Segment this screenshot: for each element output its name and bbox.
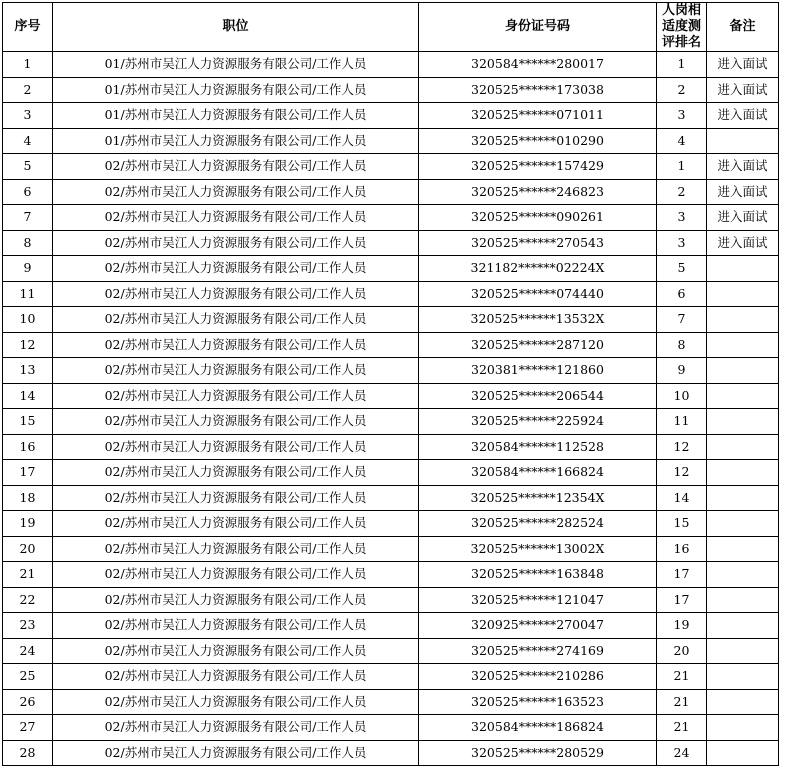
cell-rank: 10 [657, 383, 707, 409]
cell-seq: 16 [3, 434, 53, 460]
cell-seq: 13 [3, 358, 53, 384]
cell-rank: 2 [657, 77, 707, 103]
header-seq: 序号 [3, 3, 53, 52]
cell-id-number: 320584******280017 [419, 52, 657, 78]
cell-remark [707, 128, 779, 154]
cell-id-number: 320525******13002X [419, 536, 657, 562]
cell-id-number: 320381******121860 [419, 358, 657, 384]
cell-id-number: 320525******090261 [419, 205, 657, 231]
table-row [3, 307, 779, 333]
cell-remark [707, 460, 779, 486]
cell-remark [707, 281, 779, 307]
cell-position: 02/苏州市吴江人力资源服务有限公司/工作人员 [53, 383, 419, 409]
cell-seq: 1 [3, 52, 53, 78]
cell-position: 02/苏州市吴江人力资源服务有限公司/工作人员 [53, 230, 419, 256]
cell-id-number: 320525******274169 [419, 638, 657, 664]
cell-id-number: 320525******074440 [419, 281, 657, 307]
cell-position: 02/苏州市吴江人力资源服务有限公司/工作人员 [53, 307, 419, 333]
cell-remark [707, 409, 779, 435]
cell-seq: 20 [3, 536, 53, 562]
cell-position: 01/苏州市吴江人力资源服务有限公司/工作人员 [53, 128, 419, 154]
table-row [3, 511, 779, 537]
cell-rank: 1 [657, 154, 707, 180]
cell-position: 01/苏州市吴江人力资源服务有限公司/工作人员 [53, 77, 419, 103]
cell-position: 02/苏州市吴江人力资源服务有限公司/工作人员 [53, 740, 419, 766]
cell-seq: 28 [3, 740, 53, 766]
cell-id-number: 320525******071011 [419, 103, 657, 129]
table-row [3, 281, 779, 307]
cell-id-number: 320525******173038 [419, 77, 657, 103]
cell-seq: 12 [3, 332, 53, 358]
cell-remark [707, 689, 779, 715]
cell-rank: 21 [657, 689, 707, 715]
cell-rank: 1 [657, 52, 707, 78]
cell-seq: 3 [3, 103, 53, 129]
cell-rank: 6 [657, 281, 707, 307]
cell-remark: 进入面试 [707, 77, 779, 103]
header-position: 职位 [53, 3, 419, 52]
cell-rank: 12 [657, 460, 707, 486]
cell-position: 02/苏州市吴江人力资源服务有限公司/工作人员 [53, 536, 419, 562]
cell-position: 02/苏州市吴江人力资源服务有限公司/工作人员 [53, 434, 419, 460]
cell-remark: 进入面试 [707, 205, 779, 231]
cell-seq: 6 [3, 179, 53, 205]
table-row [3, 613, 779, 639]
cell-position: 02/苏州市吴江人力资源服务有限公司/工作人员 [53, 715, 419, 741]
cell-seq: 2 [3, 77, 53, 103]
table-row [3, 358, 779, 384]
cell-id-number: 320525******280529 [419, 740, 657, 766]
cell-id-number: 320525******225924 [419, 409, 657, 435]
cell-position: 01/苏州市吴江人力资源服务有限公司/工作人员 [53, 52, 419, 78]
cell-position: 02/苏州市吴江人力资源服务有限公司/工作人员 [53, 332, 419, 358]
cell-remark [707, 536, 779, 562]
cell-position: 02/苏州市吴江人力资源服务有限公司/工作人员 [53, 256, 419, 282]
cell-position: 02/苏州市吴江人力资源服务有限公司/工作人员 [53, 613, 419, 639]
cell-remark [707, 358, 779, 384]
header-rank: 人岗相适度测评排名 [657, 3, 707, 52]
table-row [3, 638, 779, 664]
cell-seq: 21 [3, 562, 53, 588]
cell-seq: 24 [3, 638, 53, 664]
cell-rank: 5 [657, 256, 707, 282]
cell-position: 02/苏州市吴江人力资源服务有限公司/工作人员 [53, 638, 419, 664]
table-row [3, 664, 779, 690]
cell-seq: 7 [3, 205, 53, 231]
cell-seq: 9 [3, 256, 53, 282]
cell-rank: 17 [657, 587, 707, 613]
cell-remark [707, 715, 779, 741]
cell-rank: 21 [657, 715, 707, 741]
cell-seq: 17 [3, 460, 53, 486]
cell-id-number: 320525******282524 [419, 511, 657, 537]
cell-rank: 15 [657, 511, 707, 537]
cell-position: 02/苏州市吴江人力资源服务有限公司/工作人员 [53, 460, 419, 486]
cell-seq: 14 [3, 383, 53, 409]
cell-rank: 2 [657, 179, 707, 205]
cell-position: 02/苏州市吴江人力资源服务有限公司/工作人员 [53, 689, 419, 715]
table-row [3, 383, 779, 409]
cell-position: 02/苏州市吴江人力资源服务有限公司/工作人员 [53, 409, 419, 435]
cell-remark [707, 485, 779, 511]
cell-position: 01/苏州市吴江人力资源服务有限公司/工作人员 [53, 103, 419, 129]
table-row [3, 689, 779, 715]
cell-rank: 14 [657, 485, 707, 511]
cell-id-number: 320525******157429 [419, 154, 657, 180]
cell-id-number: 321182******02224X [419, 256, 657, 282]
table-header [3, 3, 779, 52]
table-row [3, 434, 779, 460]
cell-rank: 19 [657, 613, 707, 639]
cell-position: 02/苏州市吴江人力资源服务有限公司/工作人员 [53, 154, 419, 180]
cell-id-number: 320525******12354X [419, 485, 657, 511]
cell-position: 02/苏州市吴江人力资源服务有限公司/工作人员 [53, 485, 419, 511]
result-sheet [2, 2, 779, 766]
header-id-number: 身份证号码 [419, 3, 657, 52]
cell-remark: 进入面试 [707, 230, 779, 256]
cell-seq: 10 [3, 307, 53, 333]
cell-id-number: 320525******206544 [419, 383, 657, 409]
cell-rank: 9 [657, 358, 707, 384]
cell-rank: 24 [657, 740, 707, 766]
cell-seq: 15 [3, 409, 53, 435]
cell-rank: 12 [657, 434, 707, 460]
table-row [3, 460, 779, 486]
table-body [3, 52, 779, 766]
cell-remark: 进入面试 [707, 103, 779, 129]
cell-remark [707, 740, 779, 766]
cell-rank: 21 [657, 664, 707, 690]
cell-rank: 16 [657, 536, 707, 562]
cell-seq: 8 [3, 230, 53, 256]
cell-rank: 8 [657, 332, 707, 358]
cell-seq: 5 [3, 154, 53, 180]
cell-id-number: 320525******121047 [419, 587, 657, 613]
table-row [3, 715, 779, 741]
table-row [3, 740, 779, 766]
table-row [3, 332, 779, 358]
cell-remark: 进入面试 [707, 179, 779, 205]
cell-id-number: 320525******163848 [419, 562, 657, 588]
cell-id-number: 320525******287120 [419, 332, 657, 358]
table-row [3, 536, 779, 562]
cell-position: 02/苏州市吴江人力资源服务有限公司/工作人员 [53, 179, 419, 205]
cell-position: 02/苏州市吴江人力资源服务有限公司/工作人员 [53, 205, 419, 231]
cell-seq: 18 [3, 485, 53, 511]
cell-id-number: 320525******13532X [419, 307, 657, 333]
table-row [3, 52, 779, 78]
cell-remark: 进入面试 [707, 52, 779, 78]
cell-id-number: 320525******246823 [419, 179, 657, 205]
cell-position: 02/苏州市吴江人力资源服务有限公司/工作人员 [53, 587, 419, 613]
cell-remark [707, 511, 779, 537]
cell-remark [707, 434, 779, 460]
cell-remark [707, 587, 779, 613]
cell-seq: 25 [3, 664, 53, 690]
cell-id-number: 320584******186824 [419, 715, 657, 741]
cell-remark [707, 638, 779, 664]
cell-seq: 23 [3, 613, 53, 639]
cell-remark [707, 332, 779, 358]
cell-remark [707, 613, 779, 639]
cell-position: 02/苏州市吴江人力资源服务有限公司/工作人员 [53, 664, 419, 690]
cell-rank: 3 [657, 230, 707, 256]
cell-rank: 11 [657, 409, 707, 435]
cell-seq: 19 [3, 511, 53, 537]
cell-position: 02/苏州市吴江人力资源服务有限公司/工作人员 [53, 562, 419, 588]
cell-id-number: 320525******010290 [419, 128, 657, 154]
table-row [3, 587, 779, 613]
table-row [3, 409, 779, 435]
table-row [3, 179, 779, 205]
cell-rank: 20 [657, 638, 707, 664]
cell-seq: 26 [3, 689, 53, 715]
table-row [3, 205, 779, 231]
cell-remark [707, 562, 779, 588]
cell-id-number: 320525******163523 [419, 689, 657, 715]
cell-seq: 22 [3, 587, 53, 613]
cell-id-number: 320925******270047 [419, 613, 657, 639]
table-row [3, 128, 779, 154]
cell-remark [707, 256, 779, 282]
cell-rank: 4 [657, 128, 707, 154]
cell-remark [707, 664, 779, 690]
cell-position: 02/苏州市吴江人力资源服务有限公司/工作人员 [53, 511, 419, 537]
table-row [3, 77, 779, 103]
cell-rank: 17 [657, 562, 707, 588]
cell-rank: 7 [657, 307, 707, 333]
table-row [3, 230, 779, 256]
table-row [3, 154, 779, 180]
cell-seq: 11 [3, 281, 53, 307]
cell-position: 02/苏州市吴江人力资源服务有限公司/工作人员 [53, 358, 419, 384]
table-row [3, 485, 779, 511]
cell-remark: 进入面试 [707, 154, 779, 180]
header-remark: 备注 [707, 3, 779, 52]
table-row [3, 256, 779, 282]
cell-position: 02/苏州市吴江人力资源服务有限公司/工作人员 [53, 281, 419, 307]
cell-id-number: 320584******166824 [419, 460, 657, 486]
cell-seq: 27 [3, 715, 53, 741]
cell-rank: 3 [657, 103, 707, 129]
table-row [3, 562, 779, 588]
cell-remark [707, 383, 779, 409]
cell-id-number: 320584******112528 [419, 434, 657, 460]
header-row [3, 3, 779, 52]
ranking-table [2, 2, 779, 766]
cell-rank: 3 [657, 205, 707, 231]
cell-seq: 4 [3, 128, 53, 154]
table-row [3, 103, 779, 129]
cell-id-number: 320525******210286 [419, 664, 657, 690]
cell-remark [707, 307, 779, 333]
cell-id-number: 320525******270543 [419, 230, 657, 256]
